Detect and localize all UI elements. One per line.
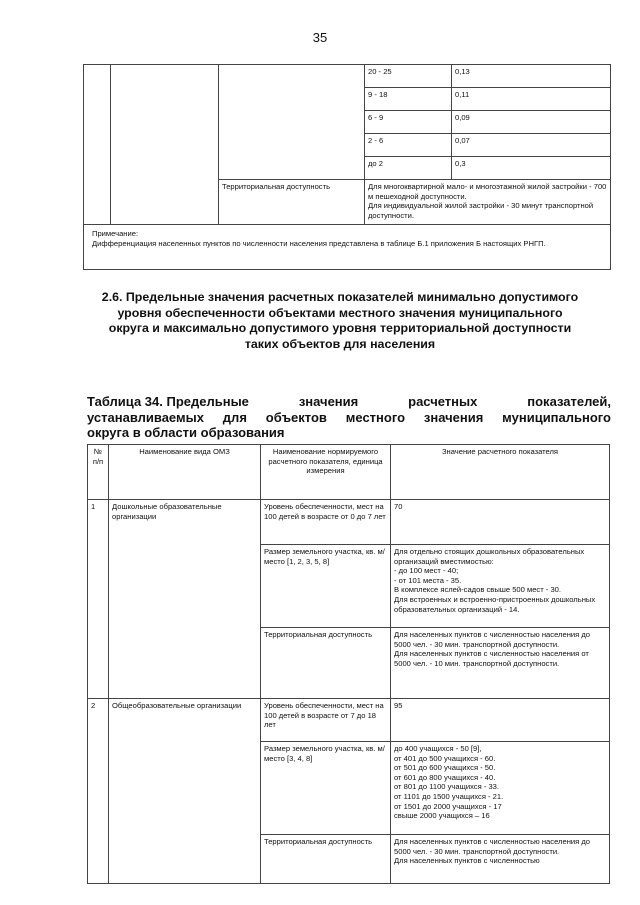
section-heading: 2.6. Предельные значения расчетных показателей минимально допустимого уровня обеспеченности объектами местного значения муниципального округа и максимально допустимого уровня территориальной доступности таких объектов для населения: [101, 290, 579, 351]
value-cell: Для населенных пунктов с численностью населения до 5000 чел. - 30 мин. транспортной доступности. Для населенных пунктов с численностью: [391, 835, 610, 884]
header-num: № п/п: [88, 445, 109, 500]
access-label: Территориальная доступность: [219, 180, 365, 225]
value-cell: 0,3: [452, 157, 611, 180]
value-cell: 0,11: [452, 88, 611, 111]
value-cell: 95: [391, 699, 610, 742]
indicator-cell: Размер земельного участка, кв. м/место [1, 2, 3, 5, 8]: [261, 545, 391, 628]
caption-word: показателей,: [527, 394, 611, 409]
range-cell: 2 - 6: [365, 134, 452, 157]
value-cell: до 400 учащихся - 50 [9], от 401 до 500 учащихся - 60. от 501 до 600 учащихся - 50. от 601 до 800 учащихся - 40. от 801 до 1100 учащихся - 33. от 1101 до 1500 учащихся - 21. от 1501 до 2000 учащихся - 17 свыше 2000 учащихся – 16: [391, 742, 610, 835]
range-cell: до 2: [365, 157, 452, 180]
indicator-cell: Уровень обеспеченности, мест на 100 детей в возрасте от 0 до 7 лет: [261, 500, 391, 545]
caption-line: округа в области образования: [87, 425, 285, 440]
row-number: 1: [88, 500, 109, 699]
indicator-cell: Уровень обеспеченности, мест на 100 детей в возрасте от 7 до 18 лет: [261, 699, 391, 742]
caption-word: значения: [298, 394, 359, 409]
value-cell: Для населенных пунктов с численностью населения до 5000 чел. - 30 мин. транспортной доступности. Для населенных пунктов с численностью населения от 5000 чел. - 10 мин. транспортной доступности.: [391, 628, 610, 699]
header-value: Значение расчетного показателя: [391, 445, 610, 500]
table-row: [88, 699, 610, 742]
table-row: [84, 65, 611, 88]
range-cell: 6 - 9: [365, 111, 452, 134]
access-value: Для многоквартирной мало- и многоэтажной жилой застройки - 700 м пешеходной доступности. Для индивидуальной жилой застройки - 30 минут транспортной доступности.: [365, 180, 611, 225]
indicator-cell: Территориальная доступность: [261, 628, 391, 699]
note-row: [84, 225, 611, 270]
header-name: Наименование вида ОМЗ: [109, 445, 261, 500]
caption-word: Таблица 34. Предельные: [87, 394, 249, 409]
table-header-row: [88, 445, 610, 500]
table-caption: [87, 394, 611, 441]
value-cell: 0,07: [452, 134, 611, 157]
top-table-continuation: [83, 64, 611, 270]
range-cell: 9 - 18: [365, 88, 452, 111]
indicator-cell: Территориальная доступность: [261, 835, 391, 884]
value-cell: Для отдельно стоящих дошкольных образовательных организаций вместимостью: - до 100 мест - 40; - от 101 места - 35. В комплексе яслей-садов свыше 500 мест - 30. Для встроенных и встроенно-пристроенных дошкольных образовательных организаций - 14.: [391, 545, 610, 628]
page-number: 35: [312, 30, 328, 45]
caption-word: расчетных: [408, 394, 478, 409]
omz-name: Дошкольные образовательные организации: [109, 500, 261, 699]
range-cell: 20 - 25: [365, 65, 452, 88]
table-note: Примечание: Дифференциация населенных пунктов по численности населения представлена в таблице Б.1 приложения Б настоящих РНГП.: [84, 225, 611, 270]
value-cell: 70: [391, 500, 610, 545]
header-indicator: Наименование нормируемого расчетного показателя, единица измерения: [261, 445, 391, 500]
value-cell: 0,09: [452, 111, 611, 134]
caption-line: устанавливаемых для объектов местного значения муниципального: [87, 409, 611, 425]
main-table: [87, 444, 610, 884]
value-cell: 0,13: [452, 65, 611, 88]
indicator-cell: Размер земельного участка, кв. м/место [3, 4, 8]: [261, 742, 391, 835]
omz-name: Общеобразовательные организации: [109, 699, 261, 884]
row-number: 2: [88, 699, 109, 884]
table-row: [88, 500, 610, 545]
